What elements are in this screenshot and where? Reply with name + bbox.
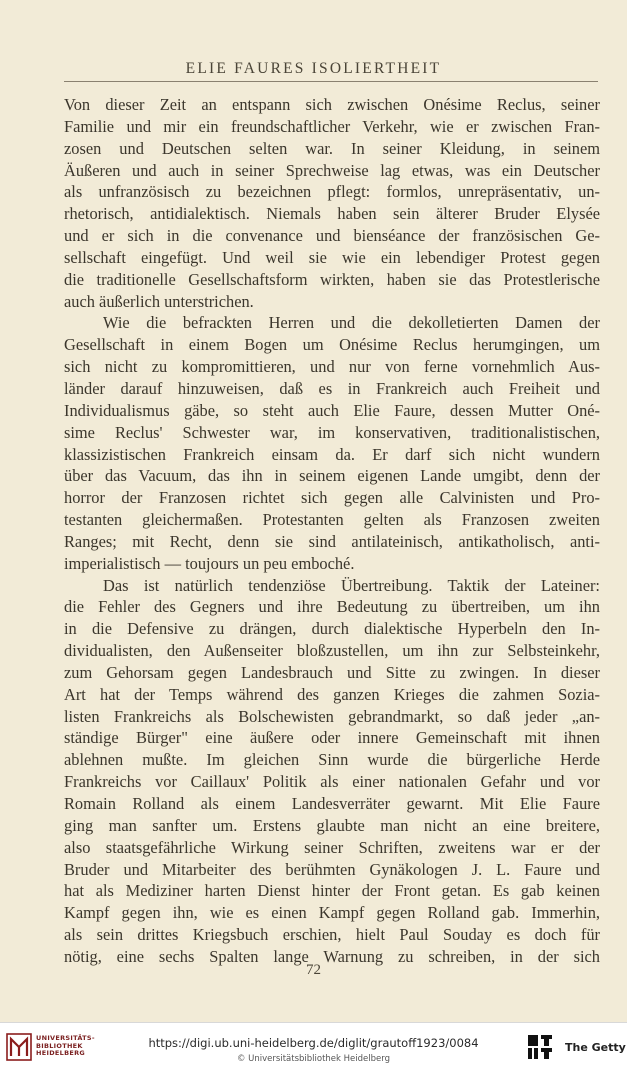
library-name-line: UNIVERSITÄTS- <box>36 1034 95 1042</box>
text-line: hat als Mediziner harten Dienst hinter der Front getan. Es gab keinen <box>64 881 600 901</box>
text-line: Ranges; mit Recht, denn sie sind antilateinisch, antikatholisch, anti- <box>64 531 600 551</box>
text-line: Das ist natürlich tendenziöse Übertreibung. Taktik der Lateiner: <box>103 575 600 595</box>
library-name-line: BIBLIOTHEK <box>36 1041 83 1050</box>
text-line: die traditionelle Gesellschaftsform wirkten, haben sie das Protestlerische <box>64 269 600 289</box>
text-line: zum Gehorsam gegen Landesbrauch und Sitte zu zwingen. In dieser <box>64 662 600 682</box>
viewer-footer <box>0 1022 627 1071</box>
text-line: horror der Franzosen richtet sich gegen alle Calvinisten und Pro- <box>64 488 600 508</box>
text-line: Frankreichs vor Caillaux' Politik als einer nationalen Gefahr und vor <box>64 772 600 792</box>
text-line: Von dieser Zeit an entspann sich zwischen Onésime Reclus, seiner <box>64 95 600 114</box>
text-line: listen Frankreichs als Bolschewisten gebrandmarkt, so daß jeder „an- <box>64 706 600 726</box>
text-line: ständige Bürger" eine äußere oder innere Gemeinschaft mit ihnen <box>64 728 600 748</box>
getty-logo-icon <box>527 1034 553 1060</box>
text-line: ablehnen mußte. Im gleichen Sinn wurde die bürgerliche Herde <box>64 750 600 770</box>
text-line: Gesellschaft in einem Bogen um Onésime Reclus herumgingen, um <box>64 335 600 355</box>
text-line: und er sich in die convenance und bienséance der französischen Ge- <box>64 226 600 246</box>
text-line: Kampf gegen ihn, wie es einen Kampf gegen Rolland gab. Immerhin, <box>64 903 600 923</box>
text-line: imperialistisch — toujours un peu emboché. <box>64 553 355 573</box>
text-line: als sein drittes Kriegsbuch erschien, hielt Paul Souday es doch für <box>64 925 600 945</box>
text-line: über das Vacuum, das ihn in seinem eigenen Lande umgibt, denn der <box>64 466 600 486</box>
text-line: länder darauf hinzuweisen, daß es in Frankreich auch Freiheit und <box>64 378 600 398</box>
text-line: also staatsgefährliche Wirkung seiner Schriften, zweitens war er der <box>64 837 600 857</box>
header-rule <box>64 81 598 82</box>
text-line: ging man sanfter um. Erstens glaubte man nicht an eine breitere, <box>64 815 600 835</box>
text-line: Äußeren und auch in seiner Sprechweise lag etwas, was ein Deutscher <box>64 160 600 180</box>
text-line: dividualisten, den Außenseiter bloßzustellen, um ihn zur Selbsteinkehr, <box>64 641 600 661</box>
text-line: als unfranzösisch zu bezeichnen pflegt: formlos, unrepräsentativ, un- <box>64 182 600 202</box>
text-line: testanten gleichermaßen. Protestanten gelten als Franzosen zweiten <box>64 510 600 530</box>
text-line: Wie die befrackten Herren und die dekolletierten Damen der <box>103 313 600 333</box>
page-number: 72 <box>306 962 321 978</box>
text-line: Bruder und Mitarbeiter des berühmten Gynäkologen J. L. Faure und <box>64 859 600 879</box>
getty-wordmark: The Getty <box>565 1041 626 1054</box>
text-line: nötig, eine sechs Spalten lange Warnung zu schreiben, in der sich <box>64 946 600 966</box>
running-head: ELIE FAURES ISOLIERTHEIT <box>185 60 442 77</box>
text-line: in die Defensive zu drängen, durch dialektische Hyperbeln den In- <box>64 619 600 639</box>
library-name-line: HEIDELBERG <box>36 1049 86 1058</box>
text-line: Individualismus gäbe, so steht auch Elie Faure, dessen Mutter Oné- <box>64 400 600 420</box>
copyright-notice: © Universitätsbibliothek Heidelberg <box>236 1054 390 1064</box>
text-line: sellschaft eingefügt. Und weil sie wie ein lebendiger Protest gegen <box>64 247 600 267</box>
text-line: rhetorisch, antidialektisch. Niemals haben sein älterer Bruder Elysée <box>64 204 600 224</box>
text-line: Romain Rolland als einem Landesverräter gewarnt. Mit Elie Faure <box>64 794 600 813</box>
text-line: die Fehler des Gegners und ihre Bedeutung zu übertreiben, um ihn <box>64 597 600 617</box>
body-text <box>64 94 600 968</box>
text-line: auch äußerlich unterstrichen. <box>64 291 254 311</box>
text-line: sich nicht zu kompromittieren, und nur von ferne vornehmlich Aus- <box>64 357 600 377</box>
text-line: klassizistischen Frankreich einsam da. Er darf sich nicht wundern <box>64 444 600 464</box>
text-line: Familie und mir ein freundschaftlicher Verkehr, wie er zwischen Fran- <box>64 116 600 136</box>
text-line: zosen und Deutschen selten war. In seiner Kleidung, in seinem <box>64 138 600 158</box>
text-line: sime Reclus' Schwester war, im konservativen, traditionalistischen, <box>64 422 600 442</box>
text-line: Art hat der Temps während des ganzen Krieges die zahmen Sozia- <box>64 684 600 704</box>
permalink-url[interactable]: https://digi.ub.uni-heidelberg.de/diglit/grautoff1923/0084 <box>148 1036 479 1050</box>
